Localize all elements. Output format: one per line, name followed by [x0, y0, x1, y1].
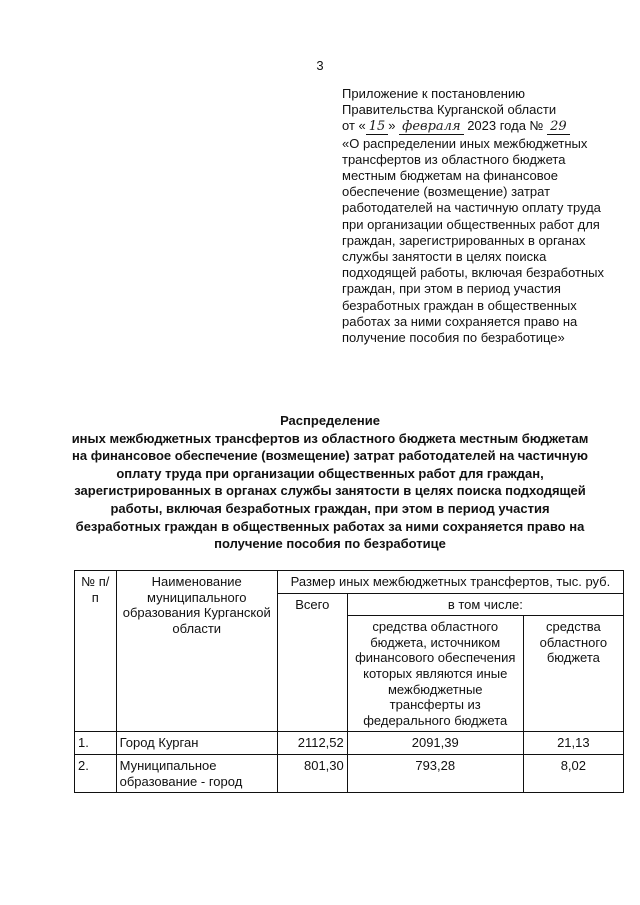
document-heading — [70, 412, 590, 553]
handwritten-month: февраля — [399, 119, 463, 135]
row-total: 2112,52 — [277, 732, 347, 755]
date-prefix: от « — [342, 118, 366, 134]
heading-subtitle: иных межбюджетных трансфертов из областного бюджета местным бюджетам на финансовое обеспечение (возмещение) затрат работодателей на частичную оплату труда при организации общественных работ для граждан, зарегистрированных в органах службы занятости в целях поиска подходящей работы, включая безработных граждан, при этом в период участия безработных граждан в общественных работах за ними сохраняется право на получение пособия по безработице — [71, 430, 589, 552]
appendix-date-line — [342, 118, 622, 135]
header-total: Всего — [277, 593, 347, 732]
appendix-line-2: Правительства Курганской области — [342, 102, 557, 118]
header-name: Наименование муниципального образования Курганской области — [116, 571, 277, 732]
row-num: 1. — [75, 732, 117, 755]
distribution-table — [74, 570, 624, 793]
date-mid: » — [388, 118, 396, 134]
header-including: в том числе: — [347, 593, 623, 616]
handwritten-day: 15 — [366, 119, 389, 135]
row-federal: 2091,39 — [347, 732, 523, 755]
appendix-line-1: Приложение к постановлению — [342, 86, 525, 101]
table-row — [75, 732, 624, 755]
header-row-1 — [75, 571, 624, 594]
row-name: Город Курган — [116, 732, 277, 755]
row-federal: 793,28 — [347, 754, 523, 792]
row-regional: 21,13 — [523, 732, 623, 755]
row-num: 2. — [75, 754, 117, 792]
year-text: 2023 года № — [467, 118, 544, 134]
appendix-description: «О распределении иных межбюджетных трансфертов из областного бюджета местным бюджетам на финансовое обеспечение (возмещение) затрат работодателей на частичную оплату труда при организации общественных работ для граждан, зарегистрированных в органах службы занятости в целях поиска подходящей работы, включая безработных граждан, при этом в период участия безработных граждан в общественных работах за ними сохраняется право на получение пособия по безработице» — [342, 135, 604, 346]
row-name: Муниципальное образование - город — [116, 754, 277, 792]
row-total: 801,30 — [277, 754, 347, 792]
header-size: Размер иных межбюджетных трансфертов, тыс. руб. — [277, 571, 623, 594]
table-row — [75, 754, 624, 792]
handwritten-number: 29 — [547, 119, 570, 135]
row-regional: 8,02 — [523, 754, 623, 792]
header-regional: средства областного бюджета — [523, 616, 623, 732]
appendix-block — [342, 86, 622, 346]
page-number: 3 — [316, 58, 324, 73]
heading-title: Распределение — [280, 413, 380, 428]
header-federal-source: средства областного бюджета, источником финансового обеспечения которых являются иные межбюджетные трансферты из федерального бюджета — [347, 616, 523, 732]
header-num: № п/п — [75, 571, 117, 732]
